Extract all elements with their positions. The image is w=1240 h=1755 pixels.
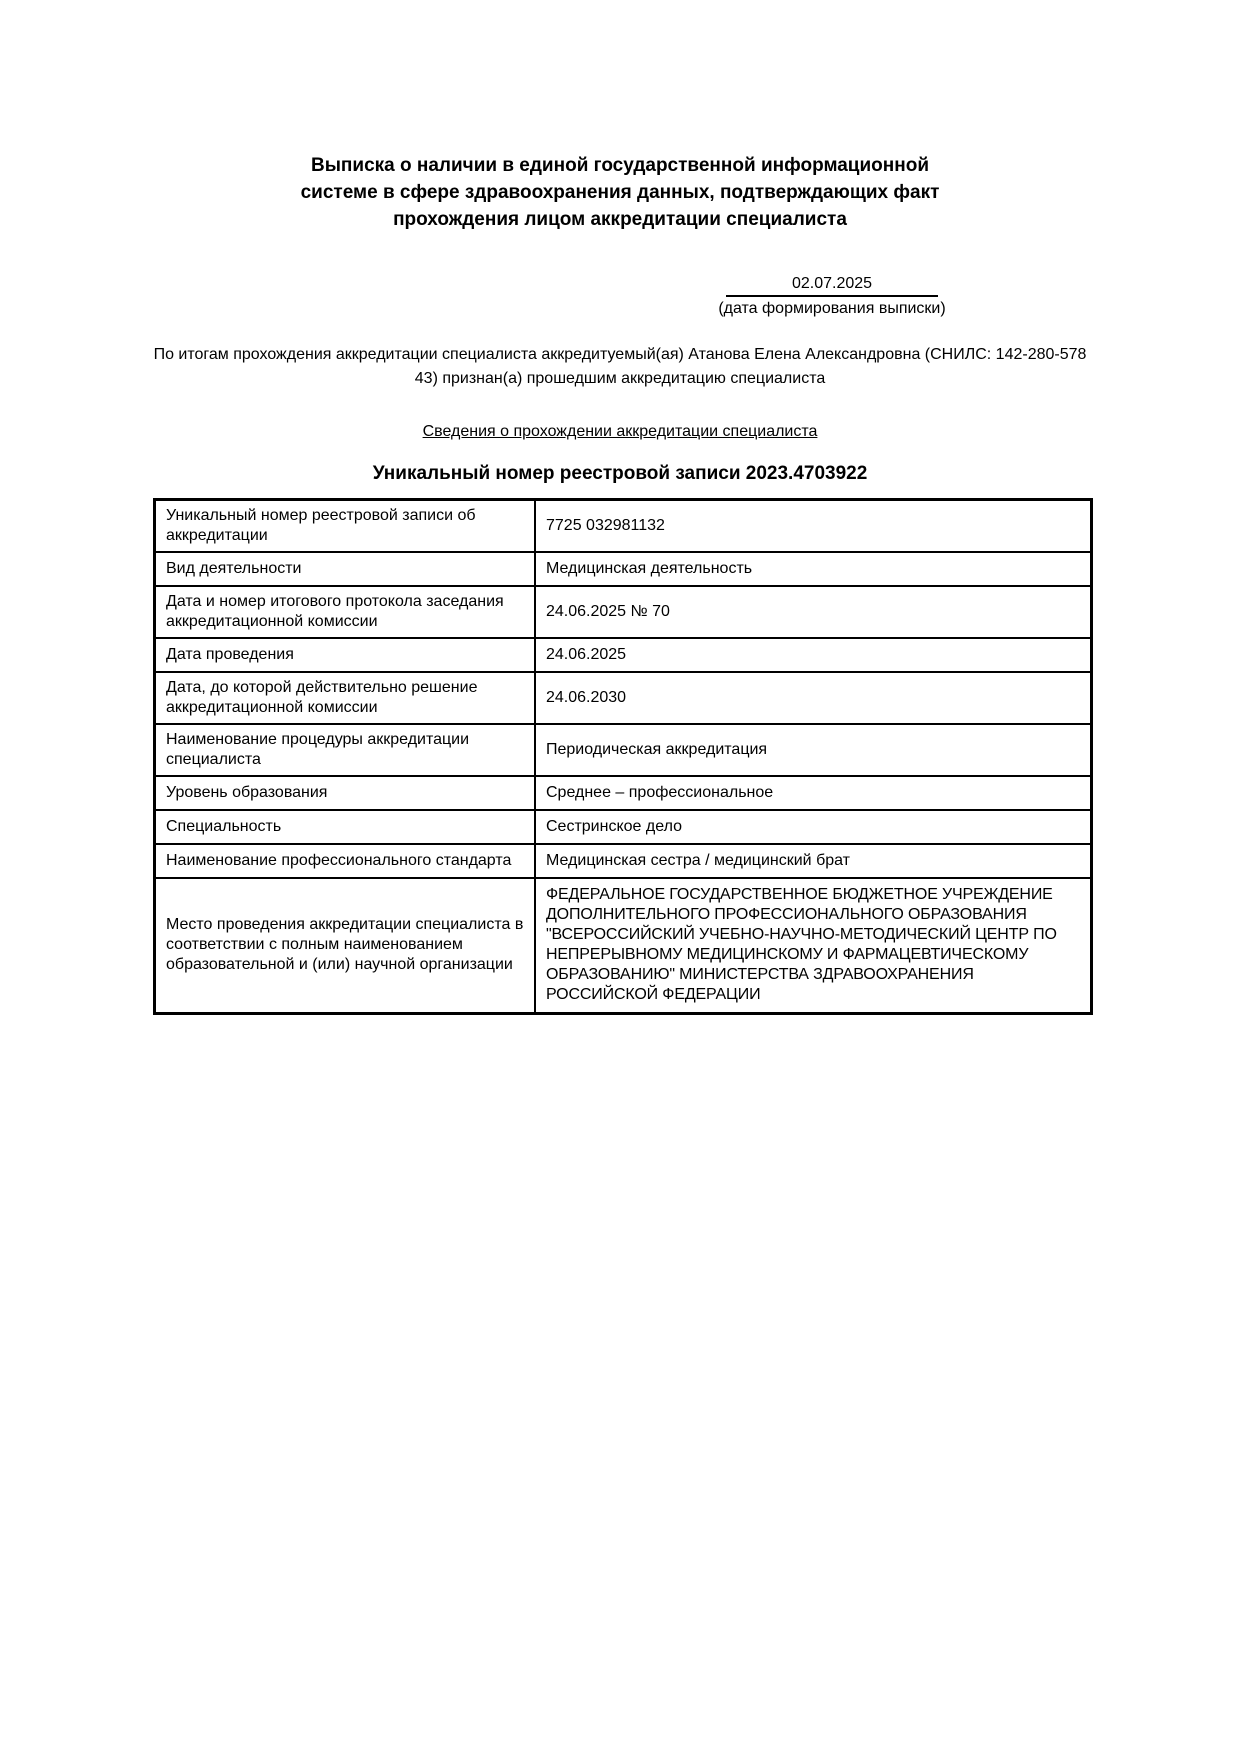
table-row (155, 672, 1092, 724)
row-label: Дата, до которой действительно решение аккредитационной комиссии (155, 672, 536, 724)
registry-number-heading: Уникальный номер реестровой записи 2023.4703922 (372, 463, 868, 484)
row-label: Уровень образования (155, 776, 536, 810)
row-label: Уникальный номер реестровой записи об аккредитации (155, 500, 536, 552)
row-value: Медицинская сестра / медицинский брат (535, 844, 1092, 878)
table-row (155, 776, 1092, 810)
row-value: 24.06.2030 (535, 672, 1092, 724)
row-value: 24.06.2025 (535, 638, 1092, 672)
row-label: Наименование профессионального стандарта (155, 844, 536, 878)
row-value: Среднее – профессиональное (535, 776, 1092, 810)
document-title (0, 152, 1240, 233)
row-label: Дата проведения (155, 638, 536, 672)
section-heading: Сведения о прохождении аккредитации специалиста (422, 423, 818, 440)
row-label: Дата и номер итогового протокола заседания аккредитационной комиссии (155, 586, 536, 638)
document-title-line: Выписка о наличии в единой государственной информационной (310, 155, 930, 176)
table-row (155, 844, 1092, 878)
table-row (155, 500, 1092, 552)
table-row (155, 810, 1092, 844)
row-value: Медицинская деятельность (535, 552, 1092, 586)
table-row (155, 638, 1092, 672)
generation-date-caption: (дата формирования выписки) (718, 300, 946, 317)
row-value: Периодическая аккредитация (535, 724, 1092, 776)
accreditation-info-table (153, 498, 1093, 1015)
row-label: Вид деятельности (155, 552, 536, 586)
row-value: Сестринское дело (535, 810, 1092, 844)
row-label: Место проведения аккредитации специалиста в соответствии с полным наименованием образовательной и (или) научной организации (155, 878, 536, 1014)
accreditation-summary-paragraph: По итогам прохождения аккредитации специалиста аккредитуемый(ая) Атанова Елена Александровна (СНИЛС: 142-280-578 43) признан(а) прошедшим аккредитацию специалиста (153, 346, 1087, 387)
row-value: ФЕДЕРАЛЬНОЕ ГОСУДАРСТВЕННОЕ БЮДЖЕТНОЕ УЧРЕЖДЕНИЕ ДОПОЛНИТЕЛЬНОГО ПРОФЕССИОНАЛЬНОГО ОБРАЗОВАНИЯ "ВСЕРОССИЙСКИЙ УЧЕБНО-НАУЧНО-МЕТОДИЧЕСКИЙ ЦЕНТР ПО НЕПРЕРЫВНОМУ МЕДИЦИНСКОМУ И ФАРМАЦЕВТИЧЕСКОМУ ОБРАЗОВАНИЮ" МИНИСТЕРСТВА ЗДРАВООХРАНЕНИЯ РОССИЙСКОЙ ФЕДЕРАЦИИ (535, 878, 1092, 1014)
row-label: Наименование процедуры аккредитации специалиста (155, 724, 536, 776)
generation-date: 02.07.2025 (726, 275, 938, 297)
generation-date-block (712, 275, 952, 318)
table-row (155, 878, 1092, 1014)
document-title-line: системе в сфере здравоохранения данных, подтверждающих факт (300, 182, 940, 203)
row-value: 7725 032981132 (535, 500, 1092, 552)
table-row (155, 724, 1092, 776)
table-row (155, 586, 1092, 638)
table-row (155, 552, 1092, 586)
row-value: 24.06.2025 № 70 (535, 586, 1092, 638)
document-title-line: прохождения лицом аккредитации специалиста (393, 209, 847, 230)
row-label: Специальность (155, 810, 536, 844)
